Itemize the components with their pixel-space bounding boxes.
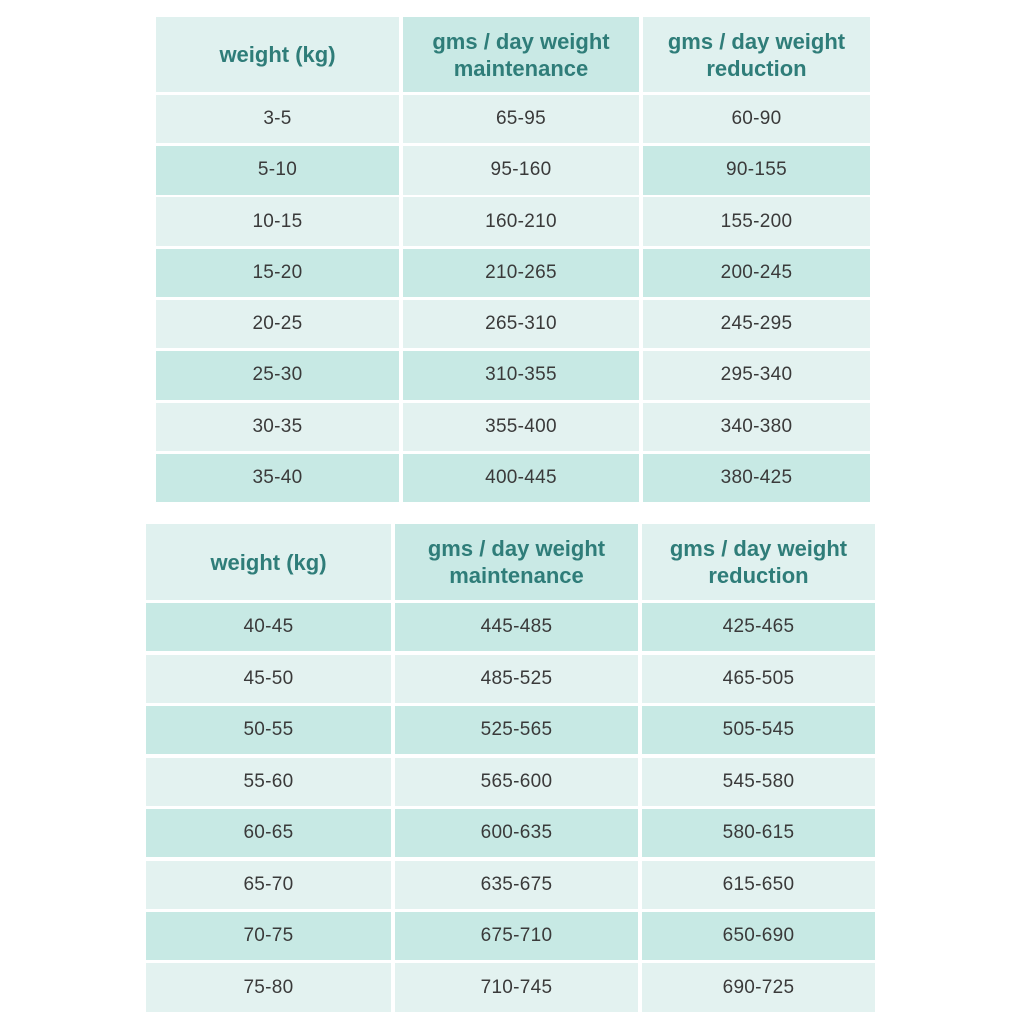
cell-maintenance: 635-675 [395, 861, 638, 909]
header-weight: weight (kg) [146, 524, 391, 600]
cell-weight: 20-25 [156, 300, 399, 348]
feeding-table-bottom [146, 524, 875, 1012]
cell-maintenance: 525-565 [395, 706, 638, 754]
cell-reduction: 340-380 [643, 403, 870, 451]
cell-maintenance: 600-635 [395, 809, 638, 857]
cell-weight: 30-35 [156, 403, 399, 451]
cell-maintenance: 310-355 [403, 351, 639, 399]
cell-reduction: 545-580 [642, 758, 875, 806]
cell-weight: 35-40 [156, 454, 399, 502]
cell-reduction: 425-465 [642, 603, 875, 651]
cell-maintenance: 445-485 [395, 603, 638, 651]
cell-maintenance: 675-710 [395, 912, 638, 960]
cell-maintenance: 65-95 [403, 95, 639, 143]
cell-maintenance: 485-525 [395, 655, 638, 703]
cell-maintenance: 565-600 [395, 758, 638, 806]
cell-weight: 3-5 [156, 95, 399, 143]
header-reduction: gms / day weight reduction [643, 17, 870, 92]
cell-weight: 70-75 [146, 912, 391, 960]
cell-reduction: 505-545 [642, 706, 875, 754]
cell-reduction: 465-505 [642, 655, 875, 703]
cell-reduction: 245-295 [643, 300, 870, 348]
cell-maintenance: 160-210 [403, 197, 639, 245]
cell-maintenance: 355-400 [403, 403, 639, 451]
cell-reduction: 380-425 [643, 454, 870, 502]
header-weight: weight (kg) [156, 17, 399, 92]
cell-weight: 75-80 [146, 963, 391, 1011]
header-maintenance: gms / day weight maintenance [395, 524, 638, 600]
cell-reduction: 690-725 [642, 963, 875, 1011]
cell-weight: 15-20 [156, 249, 399, 297]
cell-maintenance: 400-445 [403, 454, 639, 502]
cell-maintenance: 210-265 [403, 249, 639, 297]
cell-maintenance: 710-745 [395, 963, 638, 1011]
cell-maintenance: 95-160 [403, 146, 639, 194]
cell-weight: 45-50 [146, 655, 391, 703]
cell-reduction: 295-340 [643, 351, 870, 399]
header-reduction: gms / day weight reduction [642, 524, 875, 600]
cell-reduction: 60-90 [643, 95, 870, 143]
cell-weight: 50-55 [146, 706, 391, 754]
cell-reduction: 200-245 [643, 249, 870, 297]
cell-weight: 5-10 [156, 146, 399, 194]
cell-weight: 40-45 [146, 603, 391, 651]
cell-weight: 25-30 [156, 351, 399, 399]
header-maintenance: gms / day weight maintenance [403, 17, 639, 92]
feeding-table-top [156, 17, 870, 502]
cell-maintenance: 265-310 [403, 300, 639, 348]
cell-reduction: 615-650 [642, 861, 875, 909]
cell-weight: 60-65 [146, 809, 391, 857]
cell-reduction: 580-615 [642, 809, 875, 857]
cell-reduction: 155-200 [643, 197, 870, 245]
cell-reduction: 650-690 [642, 912, 875, 960]
cell-weight: 65-70 [146, 861, 391, 909]
cell-reduction: 90-155 [643, 146, 870, 194]
cell-weight: 55-60 [146, 758, 391, 806]
cell-weight: 10-15 [156, 197, 399, 245]
